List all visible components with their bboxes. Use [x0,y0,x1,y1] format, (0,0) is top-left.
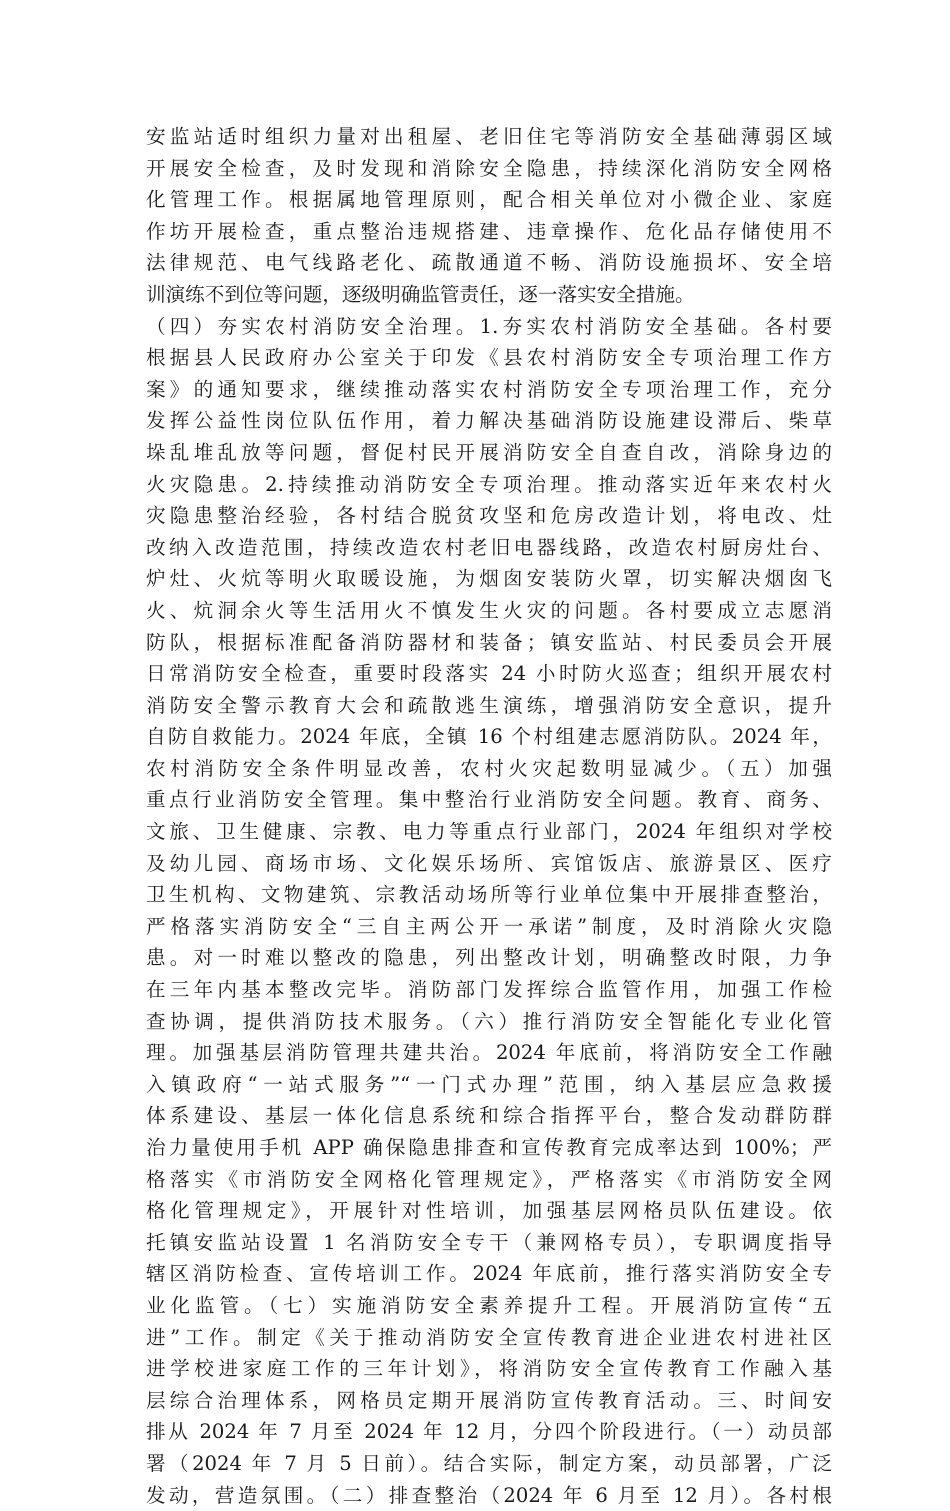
text-line: 案》的通知要求，继续推动落实农村消防安全专项治理工作，充分 [146,377,832,401]
text-line: 体系建设、基层一体化信息系统和综合指挥平台，整合发动群防群 [146,1104,832,1128]
text-line: 文旅、卫生健康、宗教、电力等重点行业部门，2024 年组织对学校 [146,820,832,844]
text-line: 农村消防安全条件明显改善，农村火灾起数明显减少。（五）加强 [146,756,832,780]
text-line: 消防安全警示教育大会和疏散逃生演练，增强消防安全意识，提升 [146,693,832,717]
text-line: 发动，营造氛围。（二）排查整治（2024 年 6 月至 12 月）。各村根 [146,1483,832,1507]
text-line: 在三年内基本整改完毕。消防部门发挥综合监管作用，加强工作检 [146,978,832,1002]
text-line: 及幼儿园、商场市场、文化娱乐场所、宾馆饭店、旅游景区、医疗 [146,851,832,875]
text-line: 改纳入改造范围，持续改造农村老旧电器线路，改造农村厨房灶台、 [146,535,832,559]
text-line: 入镇政府“一站式服务”“一门式办理”范围，纳入基层应急救援 [146,1072,832,1096]
text-line: 开展安全检查，及时发现和消除安全隐患，持续深化消防安全网格 [146,156,832,180]
text-line: 根据县人民政府办公室关于印发《县农村消防安全专项治理工作方 [146,346,832,370]
text-line: 作坊开展检查，重点整治违规搭建、违章操作、危化品存储使用不 [146,219,832,243]
text-line: 严格落实消防安全“三自主两公开一承诺”制度，及时消除火灾隐 [146,914,832,938]
text-line: 重点行业消防安全管理。集中整治行业消防安全问题。教育、商务、 [146,788,832,812]
text-line: 格化管理规定》，开展针对性培训，加强基层网格员队伍建设。依 [146,1199,832,1223]
text-line: 训演练不到位等问题，逐级明确监管责任，逐一落实安全措施。 [146,282,695,306]
text-line: 炉灶、火炕等明火取暖设施，为烟囱安装防火罩，切实解决烟囱飞 [146,567,832,591]
text-line: 安监站适时组织力量对出租屋、老旧住宅等消防安全基础薄弱区域 [146,125,832,148]
text-line: 日常消防安全检查，重要时段落实 24 小时防火巡查；组织开展农村 [146,662,832,686]
text-line: 排从 2024 年 7 月至 2024 年 12 月，分四个阶段进行。（一）动员部 [146,1420,832,1444]
body-text [146,121,832,1511]
text-line: 发挥公益性岗位队伍作用，着力解决基础消防设施建设滞后、柴草 [146,409,832,433]
text-line: 业化监管。（七）实施消防安全素养提升工程。开展消防宣传“五 [146,1293,832,1317]
text-line: 火灾隐患。2.持续推动消防安全专项治理。推动落实近年来农村火 [146,472,832,496]
text-line: 灾隐患整治经验，各村结合脱贫攻坚和危房改造计划，将电改、灶 [146,504,832,528]
text-line: 托镇安监站设置 1 名消防安全专干（兼网格专员），专职调度指导 [146,1230,832,1254]
text-line: 辖区消防检查、宣传培训工作。2024 年底前，推行落实消防安全专 [146,1262,832,1286]
text-line: 化管理工作。根据属地管理原则，配合相关单位对小微企业、家庭 [146,188,832,212]
text-line: 查协调，提供消防技术服务。（六）推行消防安全智能化专业化管 [146,1009,832,1033]
text-line: 患。对一时难以整改的隐患，列出整改计划，明确整改时限，力争 [146,946,832,970]
text-line: 进学校进家庭工作的三年计划》，将消防安全宣传教育工作融入基 [146,1357,832,1381]
text-line: 法律规范、电气线路老化、疏散通道不畅、消防设施损坏、安全培 [146,251,832,275]
text-line: 进”工作。制定《关于推动消防安全宣传教育进企业进农村进社区 [146,1325,832,1349]
text-line: 卫生机构、文物建筑、宗教活动场所等行业单位集中开展排查整治， [146,883,832,907]
text-line: 理。加强基层消防管理共建共治。2024 年底前，将消防安全工作融 [146,1041,832,1065]
text-line: 垛乱堆乱放等问题，督促村民开展消防安全自查自改，消除身边的 [146,440,832,464]
text-line: 格落实《市消防安全网格化管理规定》，严格落实《市消防安全网 [146,1167,832,1191]
text-line: 防队，根据标准配备消防器材和装备；镇安监站、村民委员会开展 [146,630,832,654]
text-line: （四）夯实农村消防安全治理。1.夯实农村消防安全基础。各村要 [146,314,832,338]
text-line: 自防自救能力。2024 年底，全镇 16 个村组建志愿消防队。2024 年， [146,725,832,749]
text-line: 火、炕洞余火等生活用火不慎发生火灾的问题。各村要成立志愿消 [146,598,832,622]
text-line: 署（2024 年 7 月 5 日前）。结合实际，制定方案，动员部署，广泛 [146,1451,832,1475]
text-line: 治力量使用手机 APP 确保隐患排查和宣传教育完成率达到 100%；严 [146,1136,832,1159]
text-line: 层综合治理体系，网格员定期开展消防宣传教育活动。三、时间安 [146,1388,832,1412]
